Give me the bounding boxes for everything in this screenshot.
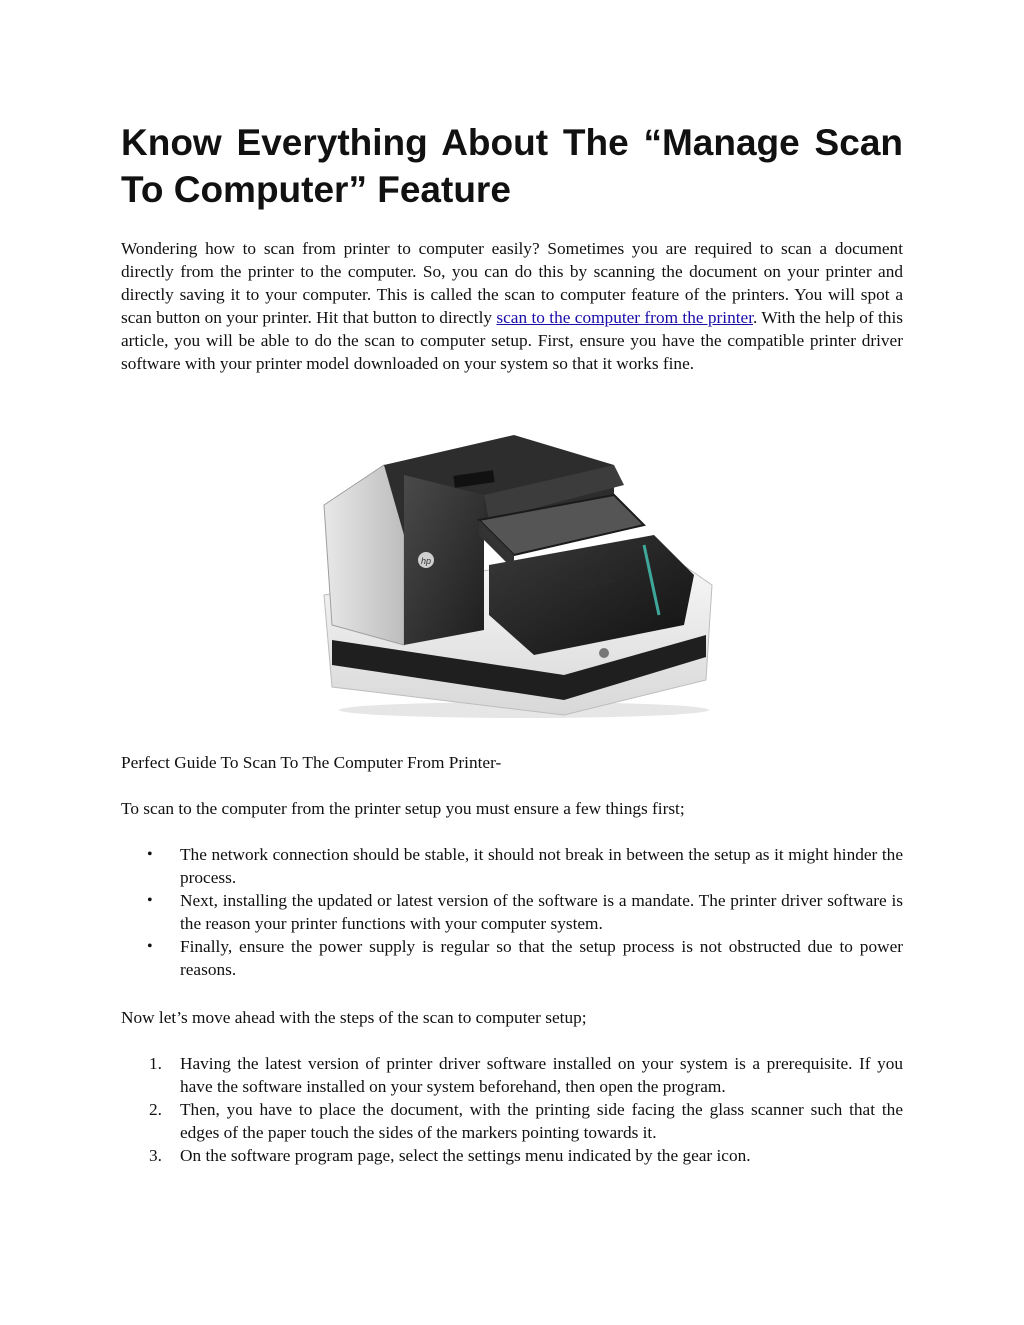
step-item [121, 1052, 903, 1098]
list-item-text: Next, installing the updated or latest version of the software is a mandate. The printer driver software is the reason your printer functions with your computer system. [180, 891, 903, 933]
bullet-icon: • [147, 938, 153, 955]
step-number: 3. [149, 1146, 162, 1165]
step-text: Then, you have to place the document, with the printing side facing the glass scanner such that the edges of the paper touch the sides of the markers pointing towards it. [180, 1100, 903, 1142]
step-number: 2. [149, 1100, 162, 1119]
step-number: 1. [149, 1054, 162, 1073]
step-text: Having the latest version of printer driver software installed on your system is a prerequisite. If you have the software installed on your system beforehand, then open the program. [180, 1054, 903, 1096]
step-item [121, 1098, 903, 1144]
intro-paragraph [121, 237, 903, 375]
list-item [121, 935, 903, 981]
steps-intro-paragraph: Now let’s move ahead with the steps of the scan to computer setup; [121, 1008, 587, 1027]
list-item [121, 843, 903, 889]
guide-heading: Perfect Guide To Scan To The Computer From Printer- [121, 753, 502, 772]
scanner-illustration [314, 425, 716, 719]
bullet-icon: • [147, 846, 153, 863]
bullet-icon: • [147, 892, 153, 909]
step-item [121, 1144, 903, 1167]
list-item [121, 889, 903, 935]
scan-to-computer-link[interactable]: scan to the computer from the printer [496, 308, 753, 327]
step-text: On the software program page, select the settings menu indicated by the gear icon. [180, 1146, 751, 1165]
requirements-list [121, 843, 903, 981]
intro-text-before-link: Wondering how to scan from printer to computer easily? Sometimes you are required to scan a document directly from the printer to the computer. So, you can do this by scanning the document on your printer and directly saving it to your computer. This is called the scan to computer feature of the printers. You will spot a scan button on your printer. Hit that button to directly [121, 239, 903, 327]
ensure-paragraph: To scan to the computer from the printer setup you must ensure a few things first; [121, 799, 685, 818]
hp-logo-text: hp [420, 556, 432, 566]
page-title: Know Everything About The “Manage Scan To Computer” Feature [121, 122, 903, 210]
scanner-image [314, 425, 716, 719]
list-item-text: The network connection should be stable, it should not break in between the setup as it might hinder the process. [180, 845, 903, 887]
list-item-text: Finally, ensure the power supply is regular so that the setup process is not obstructed due to power reasons. [180, 937, 903, 979]
steps-list [121, 1052, 903, 1167]
intro-text-after-link: . With the help of this article, you will be able to do the scan to computer setup. First, ensure you have the compatible printer driver software with your printer model downloaded on your system so that it works fine. [121, 308, 903, 373]
